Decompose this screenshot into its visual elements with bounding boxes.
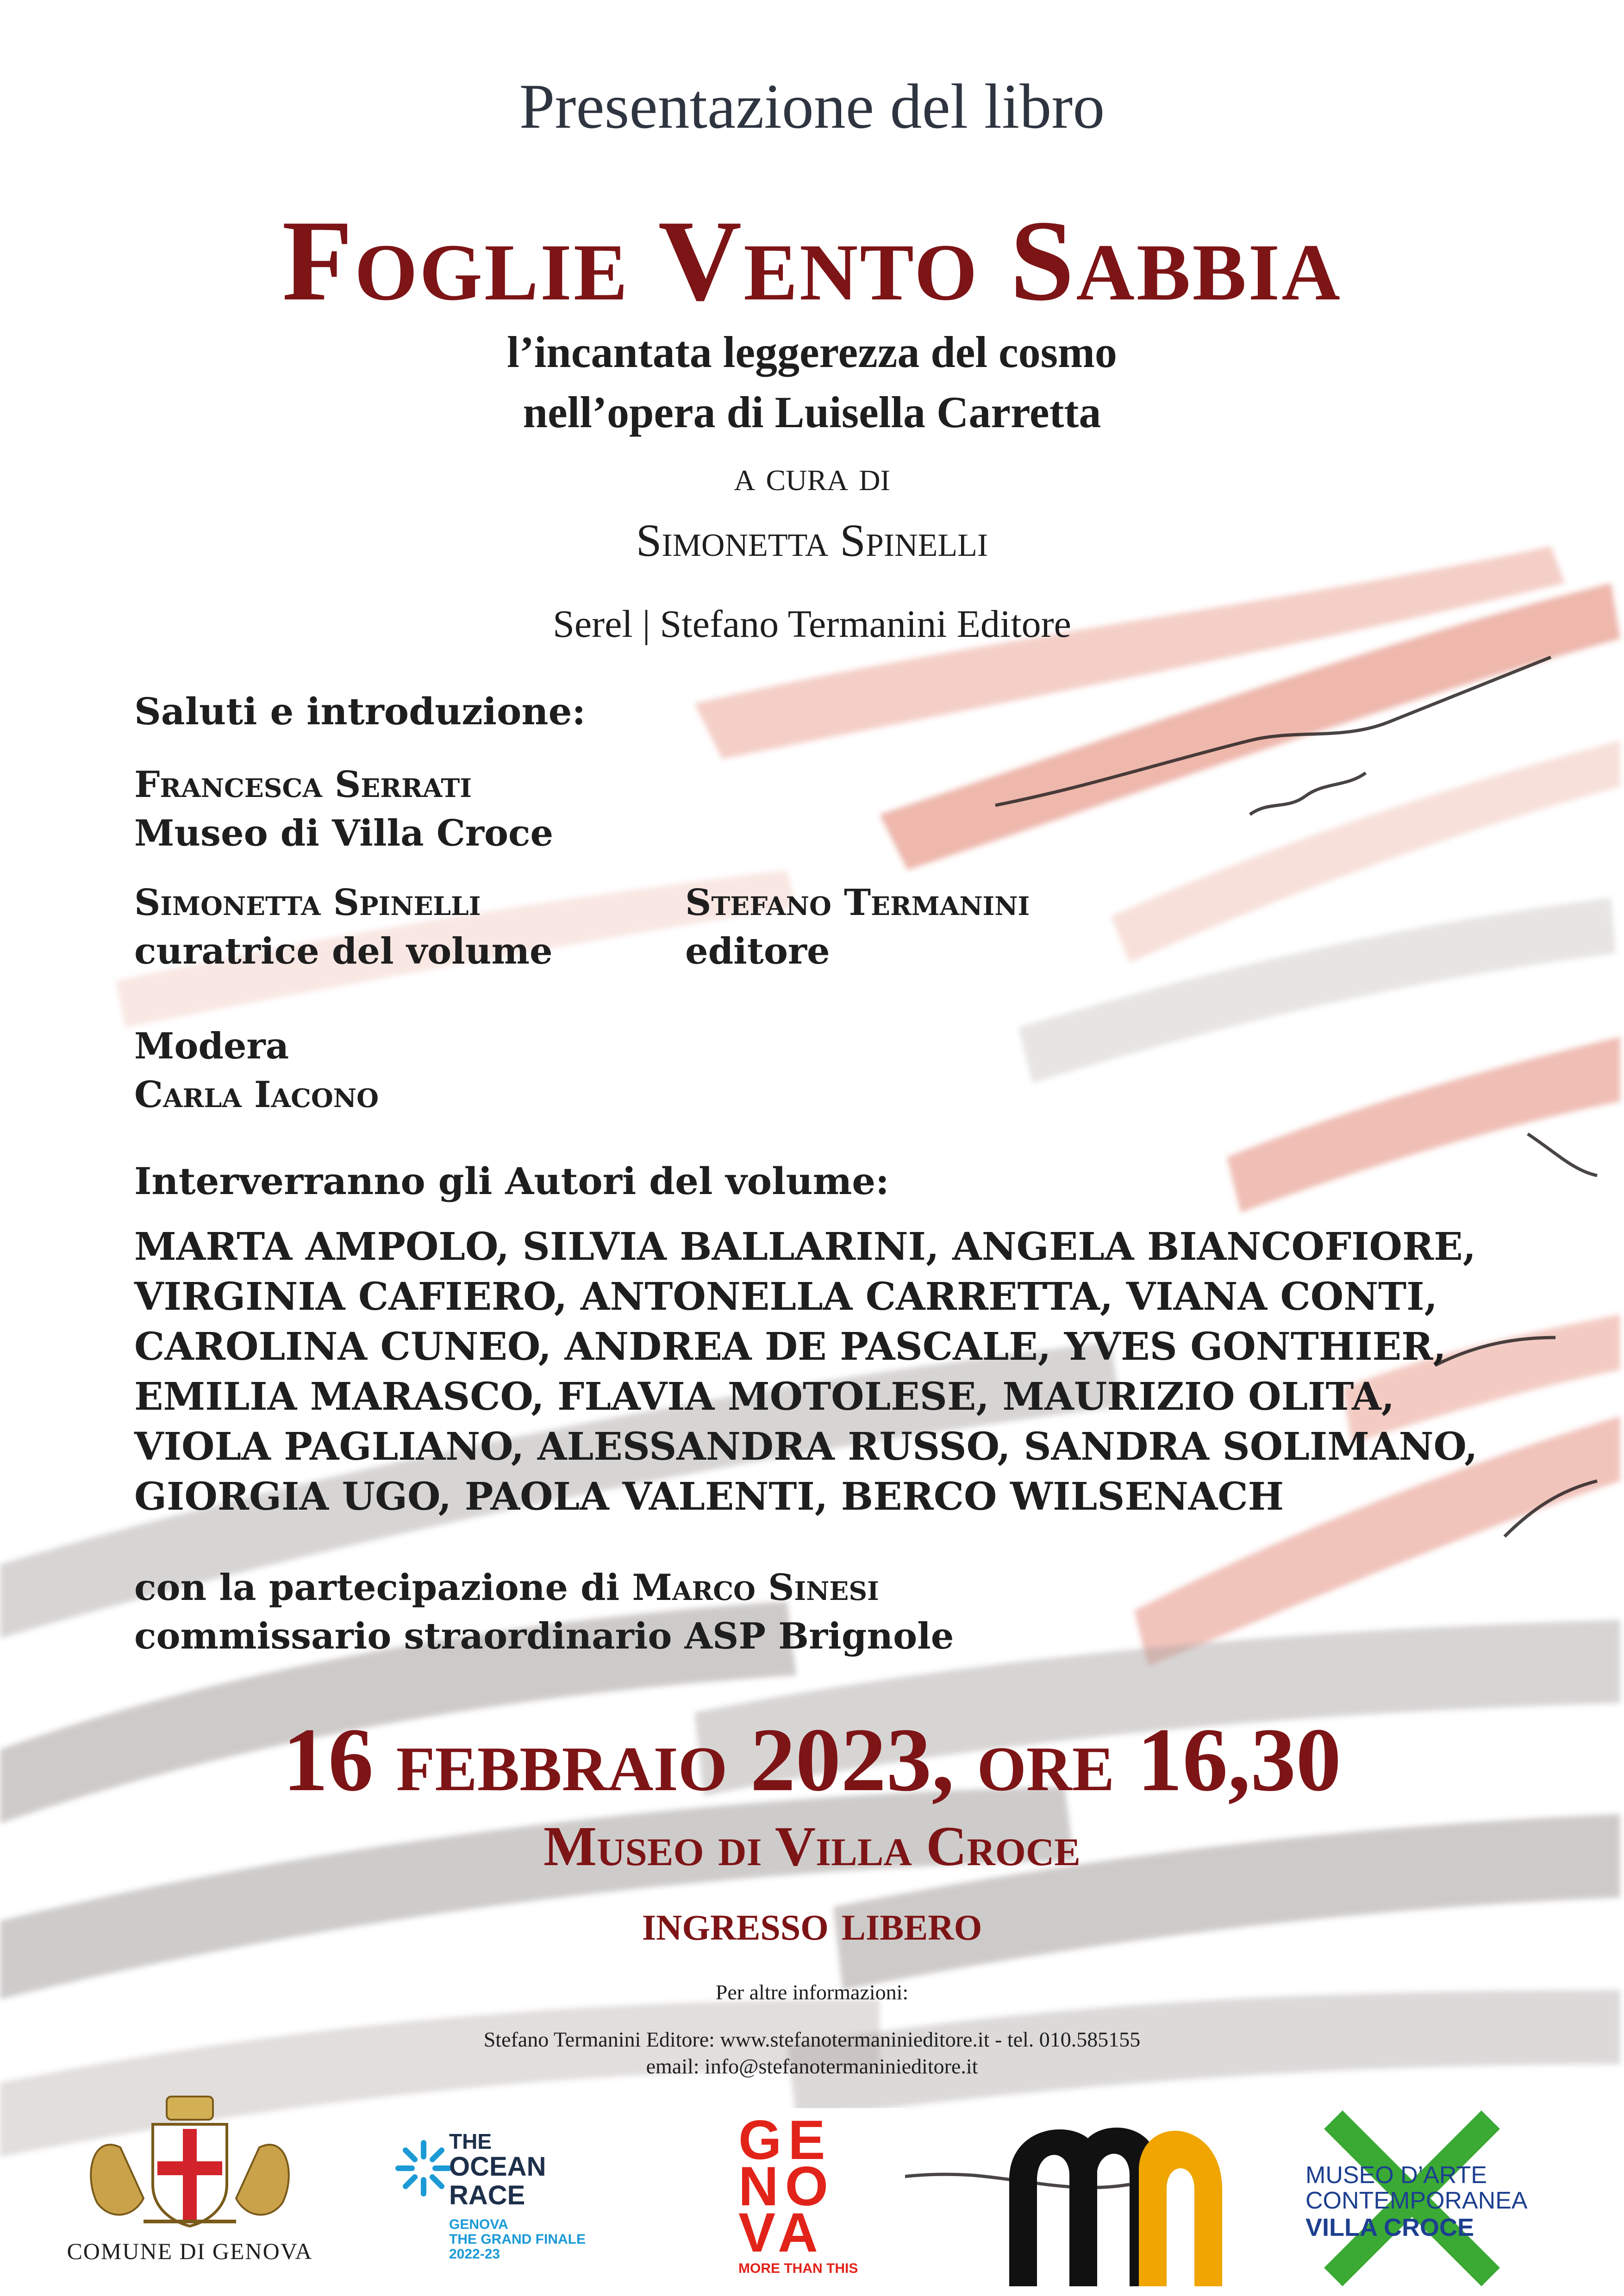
genova-mid: NO <box>738 2155 835 2217</box>
info-email-line: email: info@stefanotermaninieditore.it <box>646 2054 978 2078</box>
authors-line: CAROLINA CUNEO, ANDREA DE PASCALE, YVES GONTHIER, <box>134 1325 1446 1369</box>
ocean-race-sub3: 2022-23 <box>449 2246 500 2262</box>
event-entry: ingresso libero <box>642 1894 982 1951</box>
authors-line: EMILIA MARASCO, FLAVIA MOTOLESE, MAURIZIO OLITA, <box>134 1375 1395 1419</box>
ocean-race-sub2: THE GRAND FINALE <box>449 2232 586 2247</box>
speaker-role-spinelli: curatrice del volume <box>134 930 553 972</box>
participation-name: Marco Sinesi <box>632 1567 879 1609</box>
ocean-race-line3: RACE <box>449 2180 525 2210</box>
authors-line: GIORGIA UGO, PAOLA VALENTI, BERCO WILSENACH <box>134 1475 1284 1519</box>
ocean-race-sub1: GENOVA <box>449 2217 508 2232</box>
speaker-role-termanini: editore <box>685 930 830 972</box>
greetings-heading: Saluti e introduzione: <box>134 690 586 733</box>
speaker-name-serrati: Francesca Serrati <box>134 764 472 806</box>
speaker-role-serrati: Museo di Villa Croce <box>134 812 554 854</box>
event-day: 16 <box>282 1710 396 1810</box>
m-monogram-logo <box>1000 2110 1231 2286</box>
book-subtitle-line2: nell’opera di Luisella Carretta <box>523 387 1101 437</box>
ocean-race-swirl-icon <box>394 2138 454 2198</box>
info-heading: Per altre informazioni: <box>715 1980 909 2004</box>
ocean-race-logo <box>394 2129 634 2277</box>
event-venue: Museo di Villa Croce <box>543 1815 1081 1878</box>
event-month: febbraio <box>396 1710 728 1810</box>
speaker-name-termanini: Stefano Termanini <box>685 882 1030 924</box>
moderator-heading: Modera <box>134 1025 289 1067</box>
curated-by-label: a cura di <box>734 452 890 499</box>
book-subtitle-line1: l’incantata leggerezza del cosmo <box>507 327 1117 377</box>
museo-villa-croce-logo <box>1305 2110 1565 2286</box>
participation-role: commissario straordinario ASP Brignole <box>134 1615 954 1657</box>
event-year: 2023, <box>727 1710 977 1810</box>
genova-bot: VA <box>738 2202 824 2264</box>
moderator-name: Carla Iacono <box>134 1074 379 1116</box>
ocean-race-line2: OCEAN <box>449 2152 546 2182</box>
event-time: 16,30 <box>1114 1710 1342 1810</box>
speaker-name-spinelli: Simonetta Spinelli <box>134 882 481 924</box>
event-time-word: ore <box>977 1710 1115 1810</box>
museo-line1: MUSEO D’ARTE <box>1305 2162 1487 2189</box>
authors-list <box>134 1222 1478 1522</box>
authors-line: VIRGINIA CAFIERO, ANTONELLA CARRETTA, VIANA CONTI, <box>134 1275 1438 1319</box>
event-datetime <box>0 1708 1624 1812</box>
genova-tagline: MORE THAN THIS <box>738 2261 858 2276</box>
m-monogram-icon <box>1000 2110 1231 2286</box>
comune-label: COMUNE DI GENOVA <box>67 2238 313 2264</box>
genova-more-than-this-logo <box>729 2108 905 2284</box>
museo-line2: CONTEMPORANEA <box>1305 2187 1528 2214</box>
participation-prefix: con la partecipazione di <box>134 1567 632 1609</box>
curator-name: Simonetta Spinelli <box>636 515 988 566</box>
info-contact-line: Stefano Termanini Editore: www.stefanotermaninieditore.it - tel. 010.585155 <box>483 2028 1141 2051</box>
coat-of-arms-icon <box>28 2083 352 2231</box>
authors-heading: Interverranno gli Autori del volume: <box>134 1159 889 1203</box>
ocean-race-line1: THE <box>449 2129 492 2153</box>
publisher-line: Serel | Stefano Termanini Editore <box>553 603 1071 646</box>
book-title: Foglie Vento Sabbia <box>282 197 1342 325</box>
genova-top: GE <box>738 2109 832 2171</box>
authors-line: MARTA AMPOLO, SILVIA BALLARINI, ANGELA BIANCOFIORE, <box>134 1225 1476 1269</box>
museo-line3: VILLA CROCE <box>1305 2214 1474 2241</box>
participation-line <box>134 1567 879 1609</box>
comune-di-genova-logo <box>28 2083 352 2268</box>
authors-line: VIOLA PAGLIANO, ALESSANDRA RUSSO, SANDRA SOLIMANO, <box>134 1425 1478 1469</box>
pretitle: Presentazione del libro <box>519 71 1105 142</box>
